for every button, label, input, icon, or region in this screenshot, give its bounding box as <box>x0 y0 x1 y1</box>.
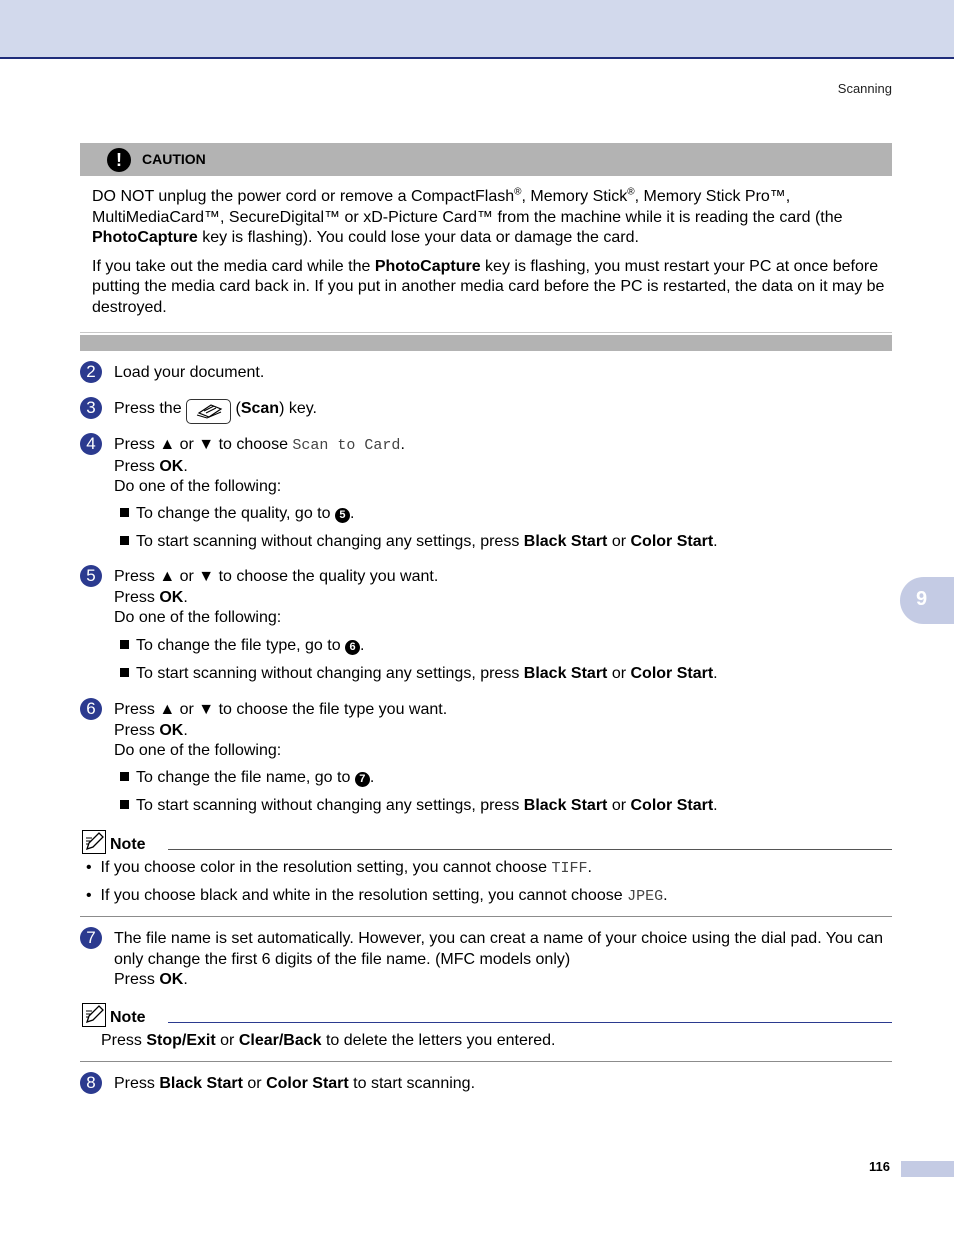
note-1-bottom-divider <box>80 916 892 917</box>
note-1-line-1: • If you choose color in the resolution setting, you cannot choose TIFF. <box>86 859 592 877</box>
top-band <box>0 0 954 59</box>
step-4-bullet-2: To start scanning without changing any settings, press Black Start or Color Start. <box>120 532 718 552</box>
step-7-text: The file name is set automatically. However, you can creat a name of your choice using the dial pad. You can only change the first 6 digits of the file name. (MFC models only) Press OK. <box>114 930 884 988</box>
chapter-tab <box>900 577 954 624</box>
caution-paragraph-1: DO NOT unplug the power cord or remove a CompactFlash®, Memory Stick®, Memory Stick Pro™, MultiMediaCard™, SecureDigital™ or xD-Picture Card™ from the machine while it is reading the card (the PhotoCapture key is flashing). You could lose your data or damage the card. <box>92 186 843 246</box>
exclamation-icon: ! <box>107 148 131 172</box>
scanner-key-icon <box>186 399 231 424</box>
section-title: Scanning <box>837 81 892 96</box>
caution-body <box>92 187 892 326</box>
note-2-rule <box>168 1022 892 1023</box>
chapter-number: 9 <box>916 588 928 610</box>
step-6-text: Press ▲ or ▼ to choose the file type you want. Press OK. Do one of the following: <box>114 701 448 759</box>
step-number-4: 4 <box>80 433 102 455</box>
step-4-bullet-1: To change the quality, go to 5 . <box>120 504 354 524</box>
step-number-7: 7 <box>80 927 102 949</box>
step-6-bullet-1: To change the file name, go to 7 . <box>120 768 374 788</box>
caution-divider <box>80 332 892 333</box>
page-number-block <box>901 1161 954 1177</box>
step-number-5: 5 <box>80 565 102 587</box>
caution-paragraph-2: If you take out the media card while the PhotoCapture key is flashing, you must restart your PC at once before putting the media card back in. If you put in another media card before the PC is restarted, the data on it may be destroyed. <box>92 257 885 316</box>
caution-footer-bar <box>80 335 892 351</box>
note-1-rule <box>168 849 892 850</box>
step-number-2: 2 <box>80 361 102 383</box>
step-5-bullet-2: To start scanning without changing any settings, press Black Start or Color Start. <box>120 664 718 684</box>
note-1-title: Note <box>110 836 146 853</box>
step-2-text: Load your document. <box>114 364 265 381</box>
step-5-bullet-1: To change the file type, go to 6 . <box>120 636 364 656</box>
note-1-line-2: • If you choose black and white in the resolution setting, you cannot choose JPEG. <box>86 887 668 905</box>
step-3-text: Press the (Scan) key. <box>114 399 894 424</box>
step-5-text: Press ▲ or ▼ to choose the quality you want. Press OK. Do one of the following: <box>114 568 439 626</box>
page-number: 116 <box>869 1159 890 1174</box>
caution-header <box>80 143 892 176</box>
note-pencil-icon <box>82 830 106 854</box>
step-4-text: Press ▲ or ▼ to choose Scan to Card. Press OK. Do one of the following: <box>114 436 405 495</box>
note-2-title: Note <box>110 1009 146 1026</box>
step-6-bullet-2: To start scanning without changing any settings, press Black Start or Color Start. <box>120 796 718 816</box>
step-number-6: 6 <box>80 698 102 720</box>
note-2-bottom-divider <box>80 1061 892 1062</box>
note-2-text: Press Stop/Exit or Clear/Back to delete the letters you entered. <box>101 1032 556 1049</box>
step-8-text: Press Black Start or Color Start to start scanning. <box>114 1075 476 1092</box>
step-number-8: 8 <box>80 1072 102 1094</box>
note-pencil-icon <box>82 1003 106 1027</box>
caution-title: CAUTION <box>142 151 206 167</box>
step-number-3: 3 <box>80 397 102 419</box>
